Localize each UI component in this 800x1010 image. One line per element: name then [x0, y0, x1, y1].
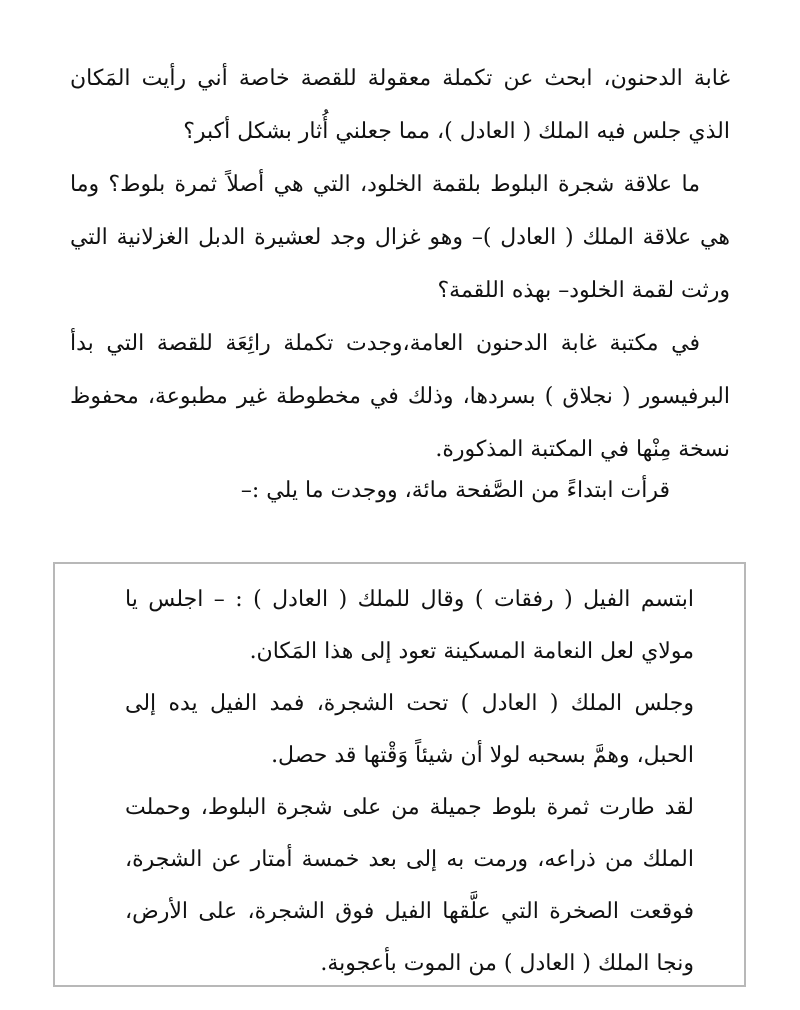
quote-box — [53, 562, 746, 987]
paragraph-2: ما علاقة شجرة البلوط بلقمة الخلود، التي هي أصلاً ثمرة بلوط؟ وما هي علاقة الملك ( العادل )– وهو غزال وجد لعشيرة الدبل الغزلانية التي ورثت لقمة الخلود– بهذه اللقمة؟ — [70, 172, 730, 303]
quote-paragraph-1: ابتسم الفيل ( رفقات ) وقال للملك ( العادل ) : – اجلس يا مولاي لعل النعامة المسكينة تعود إلى هذا المَكان. — [125, 587, 694, 664]
quote-paragraph-3: لقد طارت ثمرة بلوط جميلة من على شجرة البلوط، وحملت الملك من ذراعه، ورمت به إلى بعد خمسة أمتار عن الشجرة، فوقعت الصخرة التي علَّقها الفيل فوق الشجرة، على الأرض، ونجا الملك ( العادل ) من الموت بأعجوبة. — [125, 795, 694, 976]
quote-paragraph-2: وجلس الملك ( العادل ) تحت الشجرة، فمد الفيل يده إلى الحبل، وهمَّ بسحبه لولا أن شيئاً وَقْتها قد حصل. — [125, 691, 694, 768]
paragraph-4: قرأت ابتداءً من الصَّفحة مائة، ووجدت ما يلي :– — [240, 478, 670, 503]
paragraph-1: غابة الدحنون، ابحث عن تكملة معقولة للقصة خاصة أني رأيت المَكان الذي جلس فيه الملك ( العادل )، مما جعلني أُثار بشكل أكبر؟ — [70, 66, 730, 144]
paragraph-3: في مكتبة غابة الدحنون العامة،وجدت تكملة رائِعَة للقصة التي بدأ البرفيسور ( نجلاق ) بسردها، وذلك في مخطوطة غير مطبوعة، محفوظ نسخة مِنْها في المكتبة المذكورة. — [70, 331, 730, 462]
